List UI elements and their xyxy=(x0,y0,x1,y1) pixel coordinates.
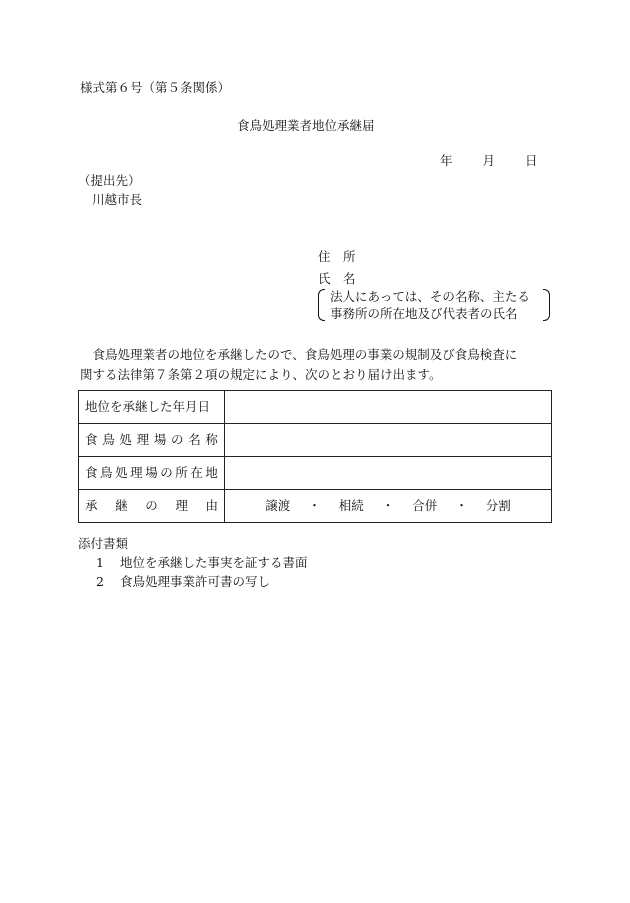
table-row xyxy=(79,424,552,457)
facility-location-label xyxy=(79,457,225,490)
attachment-number: 1 xyxy=(96,555,104,570)
form-number: 様式第６号（第５条関係） xyxy=(80,80,231,95)
right-bracket xyxy=(543,289,550,321)
label-char: 在 xyxy=(190,464,203,480)
label-char: 地 xyxy=(205,464,218,480)
left-bracket xyxy=(318,289,325,321)
label-char: 理 xyxy=(175,497,188,513)
label-char: 称 xyxy=(205,431,218,447)
attachment-number: 2 xyxy=(96,574,104,589)
facility-name-label xyxy=(79,424,225,457)
label-char: 食 xyxy=(85,431,98,447)
table-row xyxy=(79,490,552,523)
table-row xyxy=(79,391,552,424)
corporate-note-line-1: 法人にあっては、その名称、主たる xyxy=(330,289,530,304)
reason-merger-option[interactable]: 合併 xyxy=(412,497,438,513)
date-day-label: 日 xyxy=(525,153,538,168)
succession-reason-label xyxy=(79,490,225,523)
attachments-label: 添付書類 xyxy=(78,536,129,551)
body-text xyxy=(80,345,560,385)
document-title: 食鳥処理業者地位承継届 xyxy=(237,118,375,133)
reason-transfer-option[interactable]: 譲渡 xyxy=(265,497,291,513)
label-char: 鳥 xyxy=(102,431,115,447)
table-row xyxy=(79,457,552,490)
attachment-text: 食鳥処理事業許可書の写し xyxy=(120,574,271,589)
succession-date-field[interactable] xyxy=(225,391,552,424)
separator-dot: ・ xyxy=(381,497,395,513)
label-char: 名 xyxy=(188,431,201,447)
date-year-label: 年 xyxy=(440,153,453,168)
corporate-note-text xyxy=(330,288,530,322)
attachment-item xyxy=(96,555,308,571)
reason-inheritance-option[interactable]: 相続 xyxy=(338,497,364,513)
label-char: 場 xyxy=(145,464,158,480)
reason-split-option[interactable]: 分割 xyxy=(485,497,511,513)
label-char: 由 xyxy=(205,497,218,513)
succession-date-label: 地位を承継した年月日 xyxy=(79,391,225,424)
label-char: 継 xyxy=(115,497,128,513)
label-char: 処 xyxy=(119,431,132,447)
name-label: 氏 名 xyxy=(318,271,356,286)
label-char: 場 xyxy=(153,431,167,447)
label-char: の xyxy=(145,497,158,513)
label-char: 承 xyxy=(85,497,98,513)
label-char: の xyxy=(171,431,184,447)
succession-reason-options xyxy=(225,490,552,523)
succession-form-table xyxy=(78,390,552,523)
submit-to-label: （提出先） xyxy=(78,173,141,188)
date-month-label: 月 xyxy=(482,153,496,168)
label-char: 理 xyxy=(136,431,150,447)
date-line xyxy=(440,153,538,169)
attachment-item xyxy=(96,574,270,590)
separator-dot: ・ xyxy=(455,497,468,513)
corporate-note xyxy=(318,288,550,322)
submit-to-name: 川越市長 xyxy=(92,192,143,207)
label-char: 食 xyxy=(85,464,98,480)
label-char: 理 xyxy=(130,464,143,480)
facility-name-field[interactable] xyxy=(225,424,552,457)
label-char: 処 xyxy=(115,464,128,480)
facility-location-field[interactable] xyxy=(225,457,552,490)
label-char: の xyxy=(160,464,173,480)
separator-dot: ・ xyxy=(308,497,321,513)
attachment-text: 地位を承継した事実を証する書面 xyxy=(120,555,308,570)
body-line-1: 食鳥処理業者の地位を承継したので、食鳥処理の事業の規制及び食鳥検査に xyxy=(80,347,518,362)
body-line-2: 関する法律第７条第２項の規定により、次のとおり届け出ます。 xyxy=(80,367,442,382)
address-label: 住 所 xyxy=(318,249,356,264)
corporate-note-line-2: 事務所の所在地及び代表者の氏名 xyxy=(330,306,518,321)
label-char: 所 xyxy=(175,464,188,480)
label-char: 鳥 xyxy=(100,464,113,480)
